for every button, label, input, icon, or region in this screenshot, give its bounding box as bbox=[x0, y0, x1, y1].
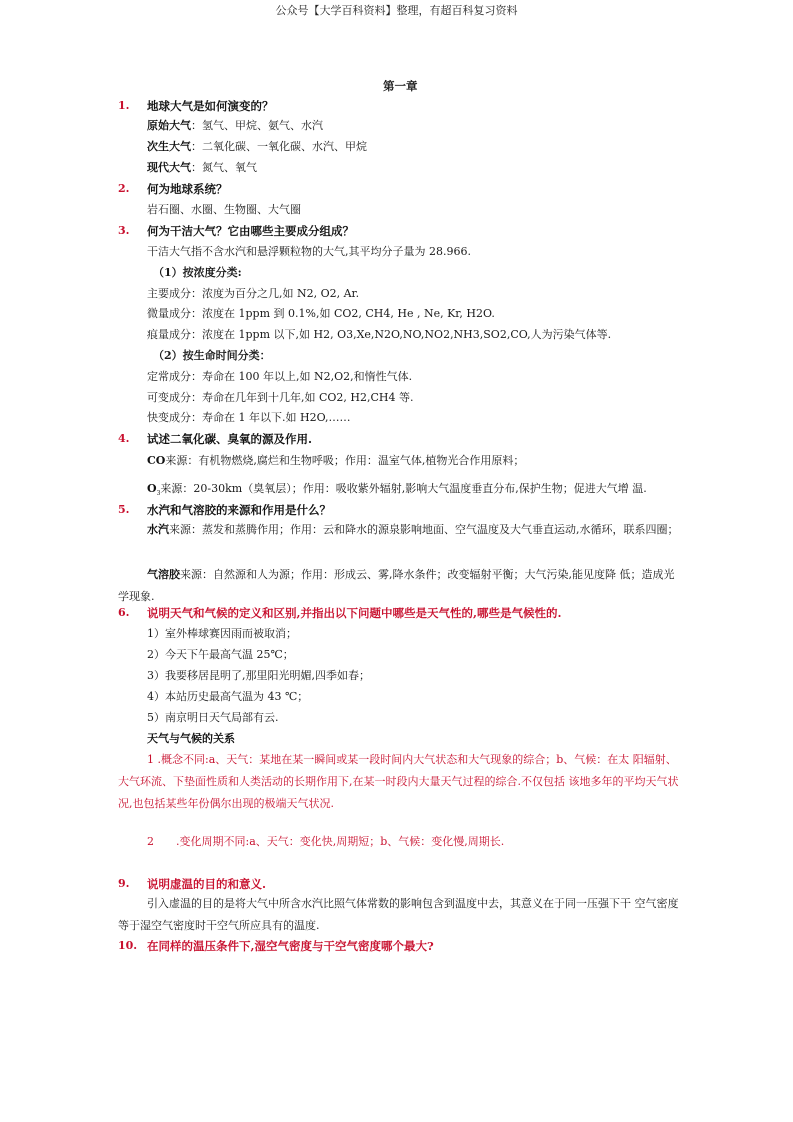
o3-text: 来源：20-30km（臭氧层）；作用：吸收紫外辐射,影响大气温度垂直分布,保护生物；促进大气增 温. bbox=[160, 482, 647, 495]
q1-item-term: 次生大气 bbox=[147, 140, 191, 153]
q1-item-term: 现代大气 bbox=[147, 161, 191, 174]
q3-item: 快变成分：寿命在 1 年以下.如 H2O,…… bbox=[147, 411, 351, 424]
q6-paragraph-2: .变化周期不同:a、天气：变化快,周期短；b、气候：变化慢,周期长. bbox=[176, 835, 505, 848]
q1-item bbox=[147, 139, 367, 155]
q3-item: 定常成分：寿命在 100 年以上,如 N2,O2,和惰性气体. bbox=[147, 370, 413, 383]
q1-item bbox=[147, 118, 323, 134]
q3-intro: 干洁大气指不含水汽和悬浮颗粒物的大气,其平均分子量为 28.966. bbox=[147, 245, 471, 258]
vapor-term: 水汽 bbox=[147, 523, 169, 536]
q2-number: 2. bbox=[118, 182, 130, 195]
q5-paragraph bbox=[118, 519, 681, 541]
q6-subhead: 天气与气候的关系 bbox=[147, 732, 235, 745]
q1-item-text: ：氮气、氧气 bbox=[191, 161, 257, 174]
q4-o3-line bbox=[147, 481, 647, 502]
q6-title: 说明天气和气候的定义和区别,并指出以下问题中哪些是天气性的,哪些是气候性的. bbox=[147, 606, 562, 620]
q6-paragraph-2-number: 2 bbox=[147, 835, 154, 848]
q1-item bbox=[147, 160, 257, 176]
q6-item: 5）南京明日天气局部有云. bbox=[147, 711, 279, 724]
q6-paragraph-1: 1 .概念不同:a、天气：某地在某一瞬间或某一段时间内大气状态和大气现象的综合；b、气候：在太 阳辐射、大气环流、下垫面性质和人类活动的长期作用下,在某一时段内大量天气过程的综合.不仅包括 该地多年的平均天气状况,也包括某些年份偶尔出现的极端天气状况. bbox=[118, 753, 679, 810]
q4-co2-line bbox=[147, 453, 524, 469]
q1-number: 1. bbox=[118, 99, 130, 112]
q2-answer: 岩石圈、水圈、生物圈、大气圈 bbox=[147, 203, 301, 216]
q9-paragraph: 引入虚温的目的是将大气中所含水汽比照气体常数的影响包含到温度中去，其意义在于同一压强下干 空气密度等于湿空气密度时干空气所应具有的温度. bbox=[118, 897, 679, 932]
q3-number: 3. bbox=[118, 224, 130, 237]
q5-title: 水汽和气溶胶的来源和作用是什么？ bbox=[147, 503, 331, 517]
co2-text: 来源：有机物燃烧,腐烂和生物呼吸；作用：温室气体,植物光合作用原料； bbox=[165, 454, 525, 467]
aerosol-term: 气溶胶 bbox=[147, 568, 180, 581]
co2-term: CO bbox=[147, 454, 166, 467]
q5-paragraph bbox=[118, 564, 681, 608]
q1-item-text: ：二氧化碳、一氧化碳、水汽、甲烷 bbox=[191, 140, 367, 153]
chapter-title: 第一章 bbox=[383, 79, 418, 93]
q3-item: 主要成分：浓度为百分之几,如 N2, O2, Ar. bbox=[147, 287, 360, 300]
q9-title: 说明虚温的目的和意义. bbox=[147, 877, 267, 891]
q1-item-term: 原始大气 bbox=[147, 119, 191, 132]
q3-subhead-lifetime: （2）按生命时间分类： bbox=[153, 349, 271, 362]
q3-item: 痕量成分：浓度在 1ppm 以下,如 H2, O3,Xe,N2O,NO,NO2,NH3,SO2,CO,人为污染气体等. bbox=[147, 328, 612, 341]
q6-item: 3）我要移居昆明了,那里阳光明媚,四季如春； bbox=[147, 669, 370, 682]
vapor-text: 来源：蒸发和蒸腾作用；作用：云和降水的源泉影响地面、空气温度及大气垂直运动,水循环，联系四圈； bbox=[169, 523, 679, 536]
q10-number: 10. bbox=[118, 939, 138, 952]
q10-title: 在同样的温压条件下,湿空气密度与干空气密度哪个最大? bbox=[147, 939, 434, 953]
q4-title: 试述二氧化碳、臭氧的源及作用. bbox=[147, 432, 313, 446]
o3-term: O bbox=[147, 482, 157, 495]
aerosol-text: 来源：自然源和人为源；作用：形成云、雾,降水条件；改变辐射平衡；大气污染,能见度降 低；造成光学现象. bbox=[118, 568, 675, 603]
q5-number: 5. bbox=[118, 503, 130, 516]
o3-subscript: 3 bbox=[156, 490, 161, 498]
q2-title: 何为地球系统？ bbox=[147, 182, 228, 196]
q3-item: 可变成分：寿命在几年到十几年,如 CO2, H2,CH4 等. bbox=[147, 391, 414, 404]
q6-item: 4）本站历史最高气温为 43 ℃； bbox=[147, 690, 309, 703]
q6-item: 1）室外棒球赛因雨而被取消； bbox=[147, 627, 297, 640]
q9-number: 9. bbox=[118, 877, 130, 890]
q6-item: 2）今天下午最高气温 25℃； bbox=[147, 648, 294, 661]
page-header: 公众号【大学百科资料】整理，有超百科复习资料 bbox=[275, 4, 518, 17]
q1-title: 地球大气是如何演变的？ bbox=[147, 99, 274, 113]
q1-item-text: ：氢气、甲烷、氨气、水汽 bbox=[191, 119, 323, 132]
q3-title: 何为干洁大气？它由哪些主要成分组成？ bbox=[147, 224, 354, 238]
q6-number: 6. bbox=[118, 606, 130, 619]
q3-item: 微量成分：浓度在 1ppm 到 0.1%,如 CO2, CH4, He , Ne, Kr, H2O. bbox=[147, 307, 495, 320]
q3-subhead-concentration: （1）按浓度分类: bbox=[153, 266, 242, 279]
q4-number: 4. bbox=[118, 432, 130, 445]
